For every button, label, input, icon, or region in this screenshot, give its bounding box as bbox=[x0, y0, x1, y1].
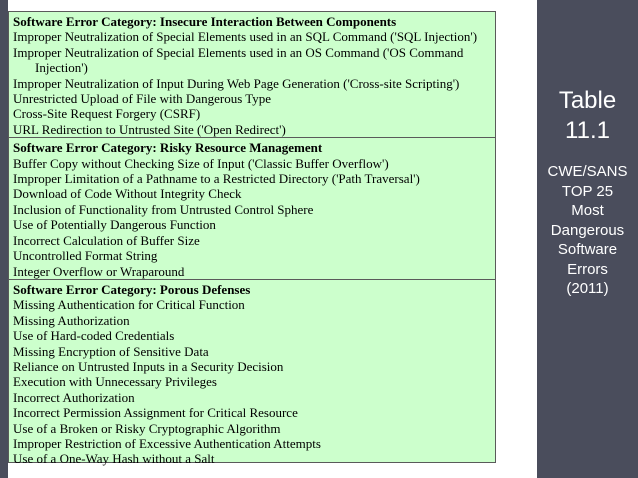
row-line-continued: Injection') bbox=[35, 60, 88, 76]
table-row: Improper Restriction of Excessive Authentication Attempts bbox=[13, 435, 321, 451]
slide-subtitle bbox=[537, 162, 638, 299]
table-row bbox=[9, 45, 495, 76]
table-row: Uncontrolled Format String bbox=[13, 248, 158, 264]
table-row: Incorrect Permission Assignment for Critical Resource bbox=[13, 405, 298, 421]
section-risky-resource bbox=[9, 138, 495, 280]
subtitle-line: TOP 25 bbox=[561, 182, 614, 200]
subtitle-line: CWE/SANS bbox=[547, 163, 628, 180]
table-row: Missing Encryption of Sensitive Data bbox=[13, 343, 209, 359]
table-row: Missing Authorization bbox=[13, 312, 130, 328]
table-row: Improper Neutralization of Input During Web Page Generation ('Cross-site Scripting') bbox=[13, 75, 460, 91]
table-row: Cross-Site Request Forgery (CSRF) bbox=[13, 106, 201, 122]
subtitle-line: Software bbox=[557, 241, 618, 258]
table-row: Missing Authentication for Critical Function bbox=[13, 297, 245, 313]
section-header: Software Error Category: Insecure Interaction Between Components bbox=[13, 14, 397, 29]
table-row: Reliance on Untrusted Inputs in a Security Decision bbox=[13, 358, 284, 374]
subtitle-line: Most bbox=[571, 202, 604, 219]
table-row: Use of Hard-coded Credentials bbox=[13, 328, 175, 344]
table-row: Incorrect Calculation of Buffer Size bbox=[13, 232, 200, 248]
table-row: Execution with Unnecessary Privileges bbox=[13, 374, 217, 390]
title-line: Table bbox=[558, 87, 617, 114]
subtitle-line: Dangerous bbox=[550, 221, 625, 239]
section-insecure-interaction bbox=[9, 12, 495, 138]
section-header: Software Error Category: Porous Defenses bbox=[13, 281, 251, 297]
table-row: Download of Code Without Integrity Check bbox=[13, 186, 242, 202]
section-porous-defenses bbox=[9, 280, 495, 467]
subtitle-line: Errors bbox=[567, 260, 608, 278]
section-header: Software Error Category: Risky Resource Management bbox=[13, 140, 323, 156]
table-row: Buffer Copy without Checking Size of Input ('Classic Buffer Overflow') bbox=[13, 155, 389, 171]
slide-title bbox=[537, 86, 638, 146]
table-row: Incorrect Authorization bbox=[13, 389, 135, 405]
left-accent-bar bbox=[0, 0, 8, 478]
row-line: Improper Neutralization of Special Elements used in an OS Command ('OS Command bbox=[13, 44, 464, 60]
subtitle-line: (2011) bbox=[566, 280, 609, 297]
table-row: Integer Overflow or Wraparound bbox=[13, 263, 185, 279]
title-sidebar bbox=[537, 0, 638, 478]
table-row: Use of Potentially Dangerous Function bbox=[13, 217, 216, 233]
title-number: 11.1 bbox=[565, 117, 610, 144]
table-row: Inclusion of Functionality from Untrusted Control Sphere bbox=[13, 201, 314, 217]
table-row: URL Redirection to Untrusted Site ('Open Redirect') bbox=[13, 121, 286, 137]
cwe-table bbox=[8, 11, 496, 467]
table-row: Use of a Broken or Risky Cryptographic Algorithm bbox=[13, 420, 281, 436]
table-row: Unrestricted Upload of File with Dangerous Type bbox=[13, 91, 272, 107]
table-row: Use of a One-Way Hash without a Salt bbox=[13, 451, 215, 467]
table-row: Improper Neutralization of Special Elements used in an SQL Command ('SQL Injection') bbox=[13, 29, 478, 45]
table-row: Improper Limitation of a Pathname to a Restricted Directory ('Path Traversal') bbox=[13, 171, 420, 187]
